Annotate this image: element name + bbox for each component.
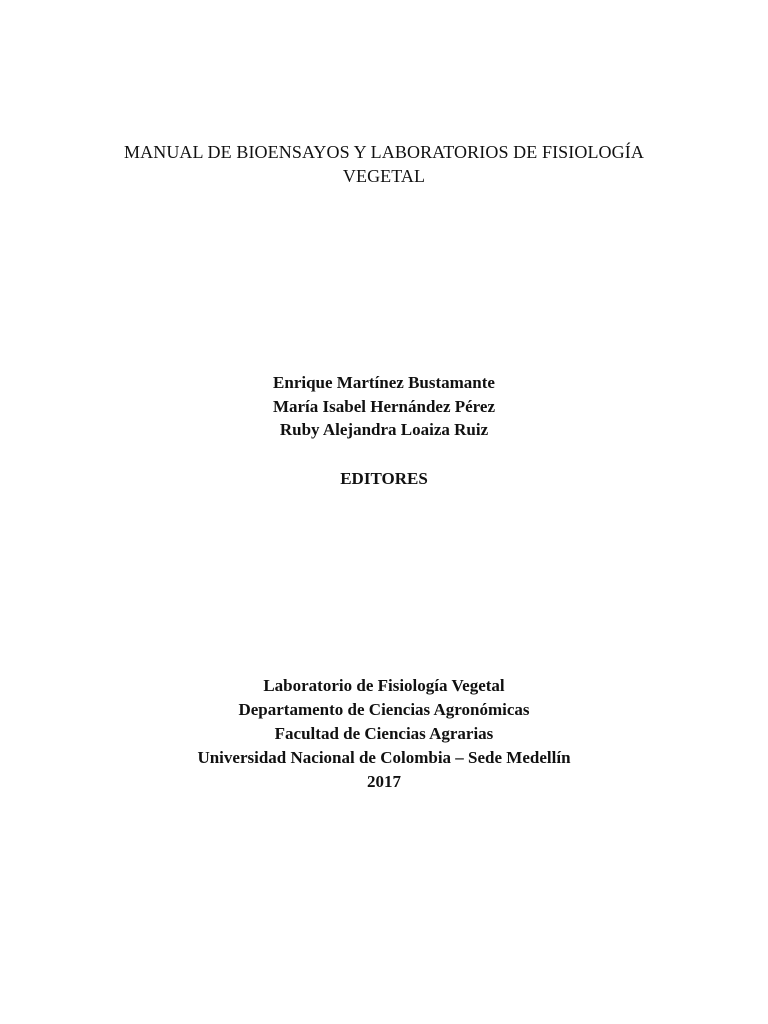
department-name: Departamento de Ciencias Agronómicas [238,700,530,719]
title-line-1: MANUAL DE BIOENSAYOS Y LABORATORIOS DE FISIOLOGÍA [124,142,644,162]
editor-name: María Isabel Hernández Pérez [272,396,496,416]
editor-name: Ruby Alejandra Loaiza Ruiz [279,420,489,439]
faculty-name: Facultad de Ciencias Agrarias [274,724,494,743]
publication-year: 2017 [367,772,401,791]
document-title [0,140,768,188]
title-line-2: VEGETAL [342,166,426,186]
university-name: Universidad Nacional de Colombia – Sede Medellín [197,748,571,767]
editor-name: Enrique Martínez Bustamante [273,373,495,392]
laboratory-name: Laboratorio de Fisiología Vegetal [263,676,505,695]
editors-heading: EDITORES [340,469,428,488]
editors-label [0,467,768,490]
editors-list [0,371,768,442]
institution-block [0,674,768,794]
